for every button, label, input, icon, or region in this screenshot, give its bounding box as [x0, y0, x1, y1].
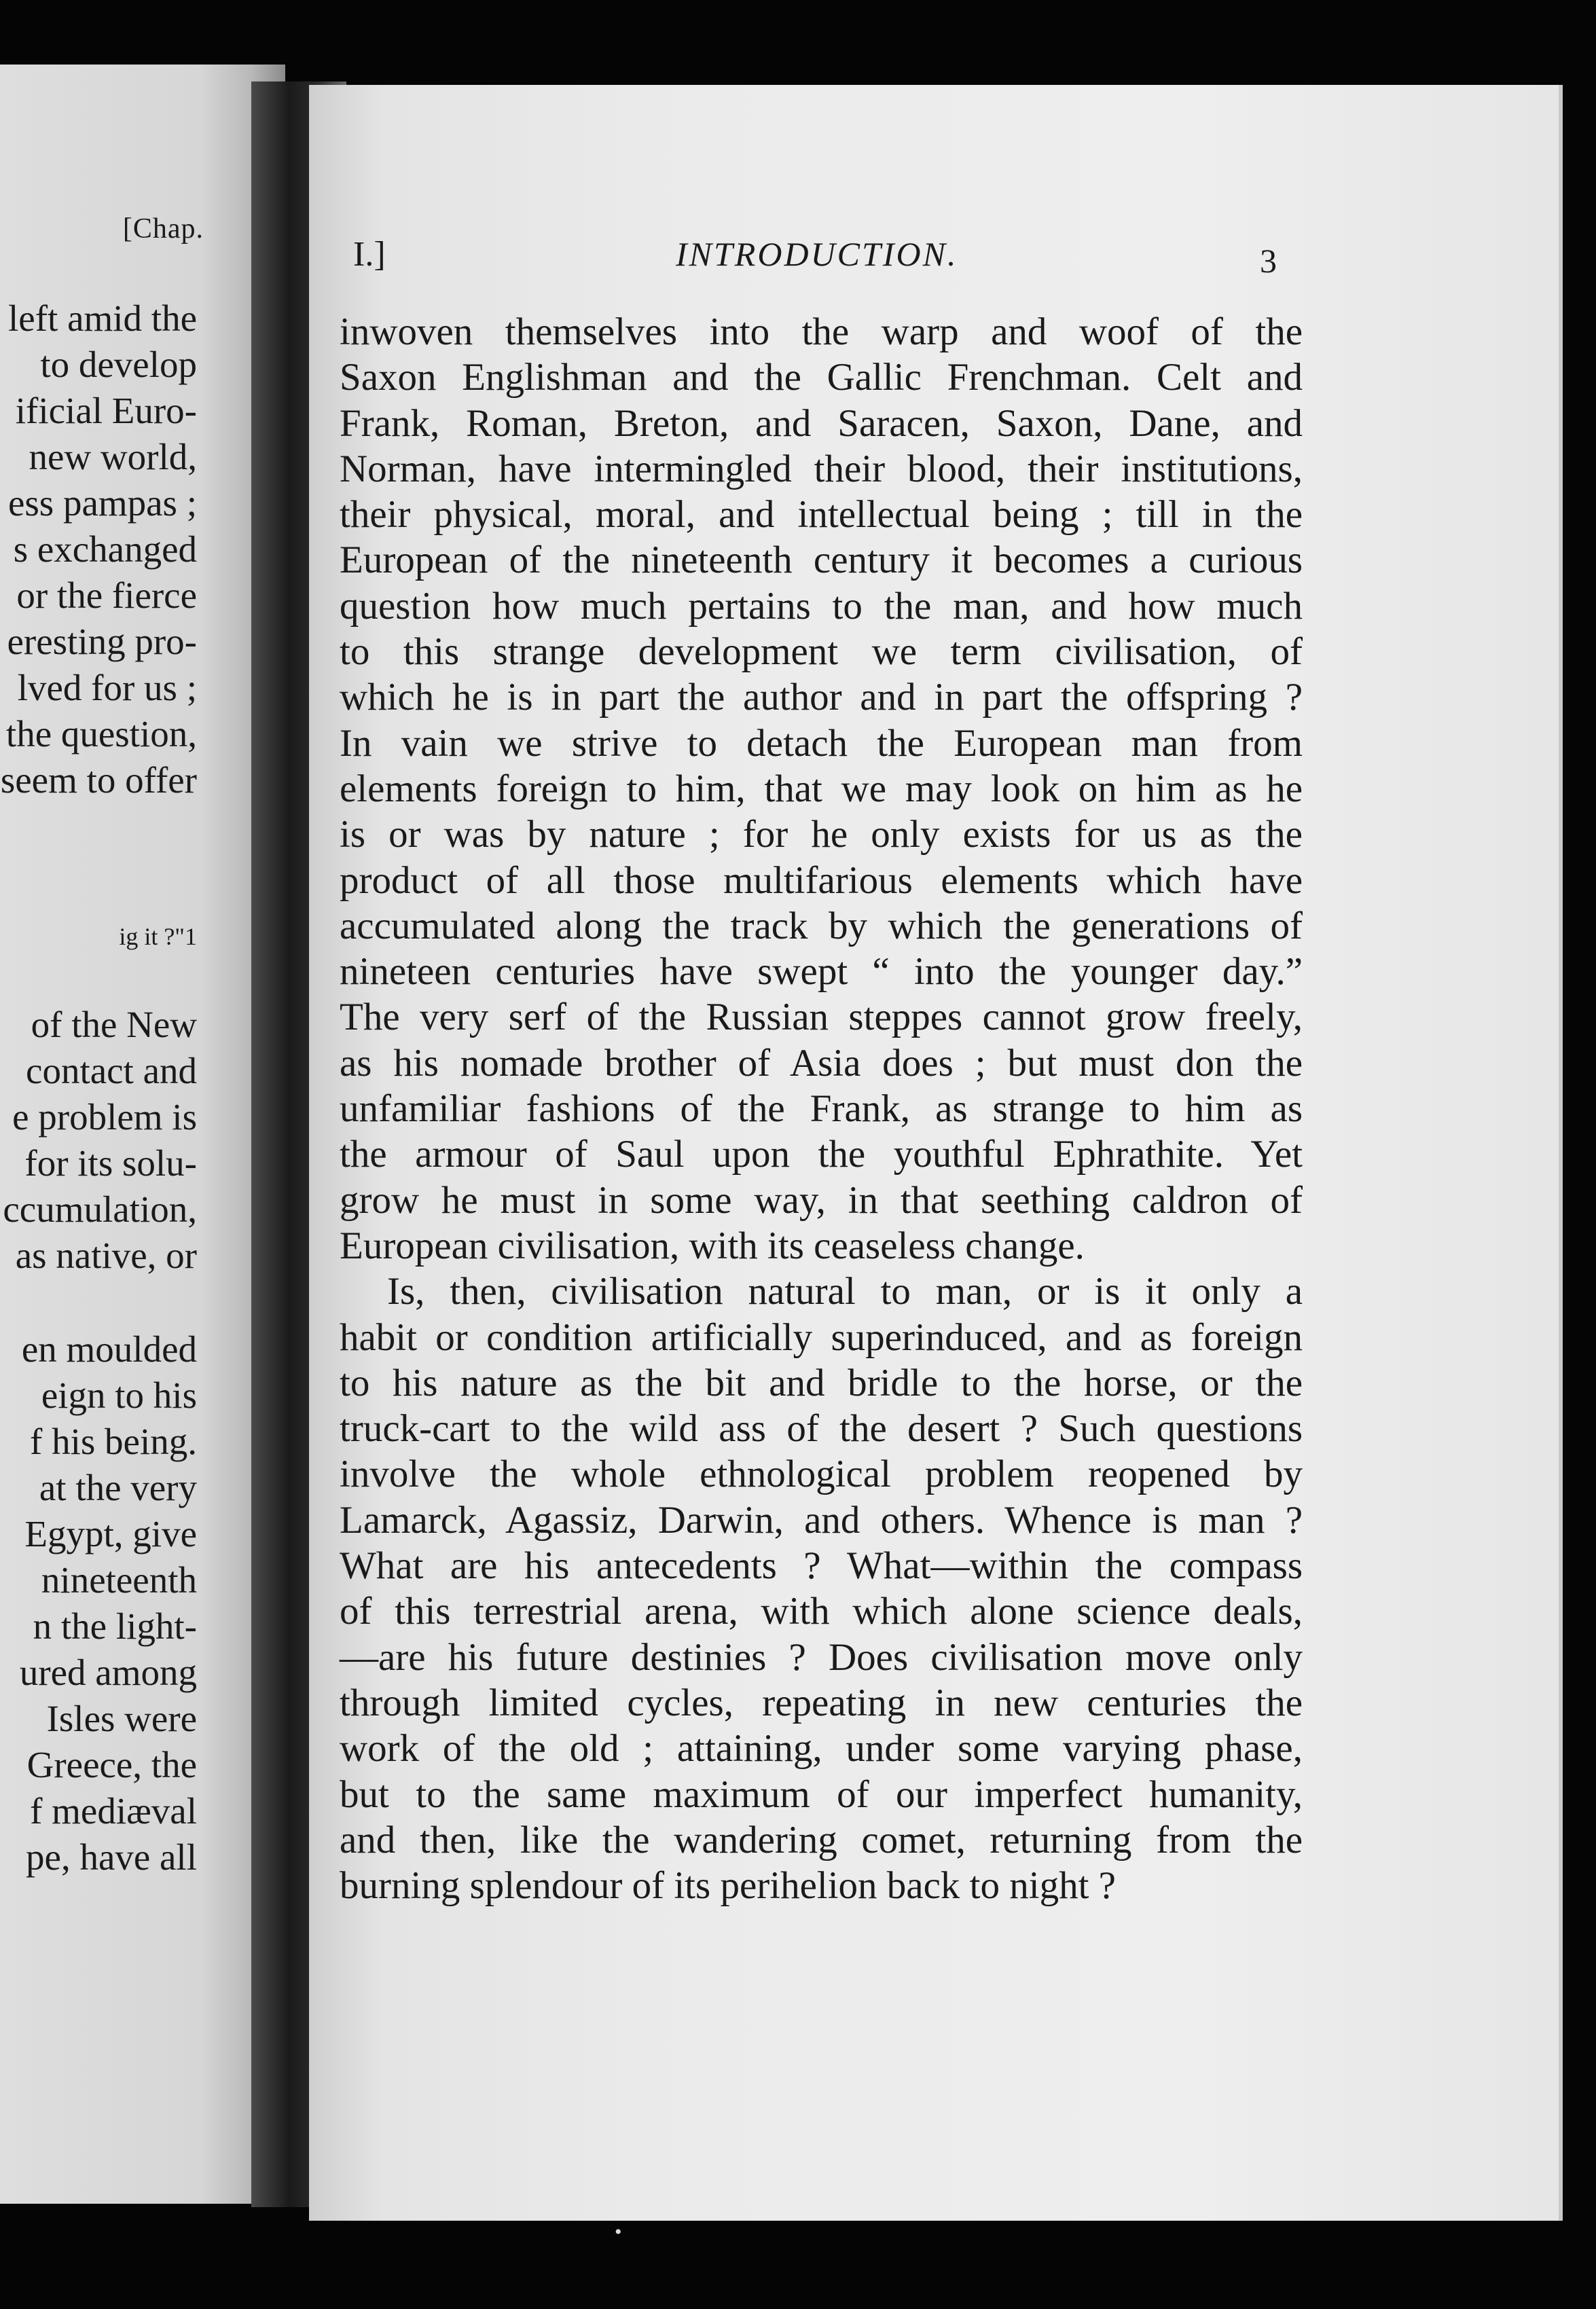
- left-text-line: s exchanged: [13, 528, 197, 570]
- left-text-line: eresting pro-: [7, 621, 197, 662]
- left-text-line: Egypt, give: [24, 1513, 197, 1555]
- text-line: In vain we strive to detach the European man from: [340, 721, 1303, 765]
- text-line: to his nature as the bit and bridle to the horse, or the: [340, 1361, 1303, 1404]
- left-text-line: f mediæval: [30, 1790, 197, 1832]
- text-line: involve the whole ethnological problem reopened by: [340, 1453, 1303, 1496]
- left-text-line: at the very: [39, 1467, 197, 1508]
- text-line: question how much pertains to the man, and how much: [340, 584, 1303, 628]
- left-text-line: as native, or: [15, 1235, 197, 1276]
- text-line: What are his antecedents ? What—within the compass: [340, 1544, 1303, 1588]
- left-text-line: to develop: [40, 344, 197, 385]
- left-text-line: seem to offer: [0, 759, 197, 801]
- right-page: [309, 85, 1563, 2221]
- text-line: their physical, moral, and intellectual being ; till in the: [340, 493, 1303, 537]
- left-text-line: n the light-: [33, 1605, 197, 1647]
- scan-artifact-mark: •: [615, 2221, 622, 2243]
- left-text-line: nineteenth: [41, 1559, 197, 1601]
- text-line: nineteen centuries have swept “ into the younger day.”: [340, 950, 1303, 994]
- text-line: European of the nineteenth century it becomes a curious: [340, 539, 1303, 582]
- left-text-line: ig it ?"1: [119, 923, 197, 950]
- text-line: truck-cart to the wild ass of the desert ? Such questions: [340, 1407, 1303, 1451]
- left-text-line: Greece, the: [26, 1744, 197, 1785]
- left-text-line: lved for us ;: [17, 667, 197, 708]
- left-text-line: for its solu-: [24, 1142, 197, 1184]
- left-text-line: ificial Euro-: [15, 390, 197, 431]
- running-title: INTRODUCTION.: [676, 235, 958, 273]
- text-line: Frank, Roman, Breton, and Saracen, Saxon, Dane, and: [340, 401, 1303, 445]
- text-line: through limited cycles, repeating in new centuries the: [340, 1681, 1303, 1724]
- text-line: The very serf of the Russian steppes cannot grow freely,: [340, 996, 1303, 1039]
- text-line: to this strange development we term civilisation, of: [340, 630, 1303, 674]
- text-line: as his nomade brother of Asia does ; but must don the: [340, 1041, 1303, 1085]
- text-line: grow he must in some way, in that seething caldron of: [340, 1178, 1303, 1222]
- left-page: [0, 65, 285, 2204]
- paragraph-end-line: European civilisation, with its ceaseless change.: [340, 1224, 1085, 1267]
- text-line: inwoven themselves into the warp and woof of the: [340, 310, 1303, 353]
- paragraph-start-line: Is, then, civilisation natural to man, or is it only a: [387, 1270, 1303, 1313]
- left-text-line: of the New: [31, 1004, 197, 1045]
- text-line: work of the old ; attaining, under some varying phase,: [340, 1727, 1303, 1770]
- left-text-line: pe, have all: [26, 1836, 197, 1878]
- left-text-line: ured among: [19, 1652, 197, 1693]
- left-text-line: e problem is: [12, 1096, 197, 1138]
- left-text-line: ess pampas ;: [7, 482, 197, 524]
- text-line: Saxon Englishman and the Gallic Frenchman. Celt and: [340, 356, 1303, 399]
- body-text: [340, 309, 1303, 1908]
- left-text-line: ccumulation,: [3, 1188, 197, 1230]
- text-line: product of all those multifarious elements which have: [340, 858, 1303, 902]
- left-text-line: f his being.: [30, 1421, 197, 1462]
- text-line: which he is in part the author and in part the offspring ?: [340, 676, 1303, 719]
- text-line: but to the same maximum of our imperfect humanity,: [340, 1772, 1303, 1816]
- text-line: the armour of Saul upon the youthful Ephrathite. Yet: [340, 1133, 1303, 1176]
- text-line: Lamarck, Agassiz, Darwin, and others. Whence is man ?: [340, 1498, 1303, 1542]
- text-line: unfamiliar fashions of the Frank, as strange to him as: [340, 1087, 1303, 1131]
- text-line: and then, like the wandering comet, returning from the: [340, 1818, 1303, 1861]
- page-number: 3: [1260, 242, 1277, 280]
- text-line: habit or condition artificially superinduced, and as foreign: [340, 1315, 1303, 1359]
- left-text-line: en moulded: [21, 1328, 197, 1370]
- text-line: Norman, have intermingled their blood, their institutions,: [340, 447, 1303, 490]
- left-text-line: new world,: [29, 436, 197, 477]
- left-text-line: the question,: [5, 713, 197, 754]
- text-line: —are his future destinies ? Does civilisation move only: [340, 1635, 1303, 1679]
- text-line: elements foreign to him, that we may look on him as he: [340, 767, 1303, 810]
- running-head: [309, 234, 1559, 289]
- chapter-number: I.]: [353, 235, 386, 274]
- left-running-head: [Chap.: [122, 213, 204, 244]
- paragraph-end-line: burning splendour of its perihelion back to night ?: [340, 1864, 1116, 1908]
- text-line: accumulated along the track by which the generations of: [340, 904, 1303, 947]
- left-text-line: eign to his: [41, 1375, 197, 1416]
- text-line: of this terrestrial arena, with which alone science deals,: [340, 1590, 1303, 1633]
- text-line: is or was by nature ; for he only exists for us as the: [340, 813, 1303, 856]
- left-text-line: left amid the: [8, 297, 197, 339]
- left-text-line: or the fierce: [16, 575, 197, 616]
- left-text-line: contact and: [26, 1050, 197, 1091]
- left-text-line: Isles were: [46, 1698, 197, 1739]
